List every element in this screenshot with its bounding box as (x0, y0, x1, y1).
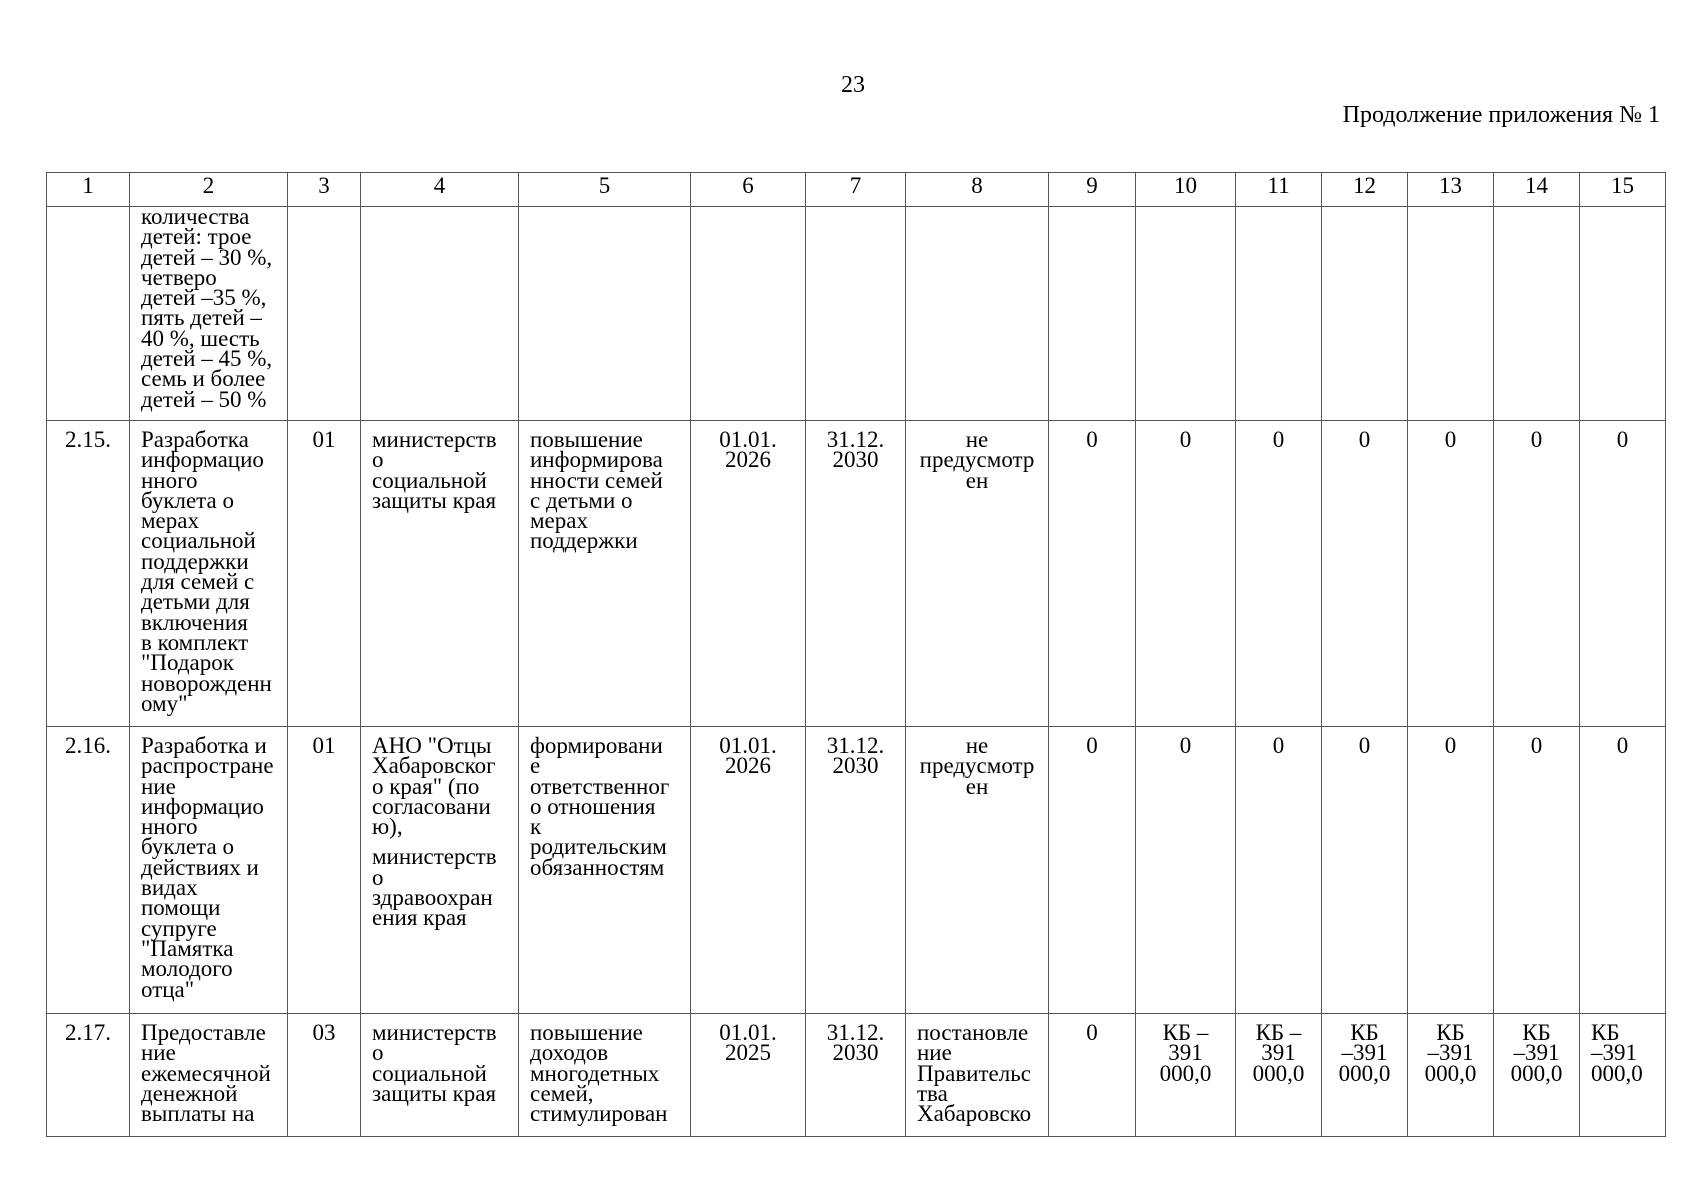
value-cell (1322, 207, 1408, 421)
value-cell: 0 (1236, 421, 1322, 727)
column-header: 15 (1580, 173, 1666, 207)
value-cell: КБ –391 000,0 (1408, 1014, 1494, 1137)
row-number: 2.16. (47, 727, 130, 1014)
value-cell: КБ –391 000,0 (1580, 1014, 1666, 1137)
result-cell: повышение информирова нности семей с детьми о мерах поддержки (519, 421, 691, 727)
row-number: 2.17. (47, 1014, 130, 1137)
row-number: 2.15. (47, 421, 130, 727)
start-date: 01.01. 2025 (691, 1014, 806, 1137)
legal-act: не предусмотр ен (906, 421, 1049, 727)
column-header: 7 (806, 173, 906, 207)
column-header: 2 (130, 173, 288, 207)
column-header: 13 (1408, 173, 1494, 207)
executor-cell (361, 207, 519, 421)
value-cell: 0 (1136, 727, 1236, 1014)
value-cell: 0 (1408, 421, 1494, 727)
start-date: 01.01. 2026 (691, 421, 806, 727)
page-number: 23 (841, 72, 865, 98)
column-header: 8 (906, 173, 1049, 207)
value-cell: 0 (1494, 727, 1580, 1014)
column-header: 5 (519, 173, 691, 207)
table-row (47, 727, 1666, 1014)
executor-text: министерств о социальной защиты края (372, 427, 497, 513)
column-header: 3 (288, 173, 361, 207)
row-number (47, 207, 130, 421)
value-cell (1494, 207, 1580, 421)
code-cell (288, 207, 361, 421)
result-cell (519, 207, 691, 421)
executor-text: АНО "Отцы Хабаровског о края" (по согласовани ю), (372, 733, 496, 840)
end-date: 31.12. 2030 (806, 1014, 906, 1137)
measure-name: количества детей: трое детей – 30 %, четверо детей –35 %, пять детей – 40 %, шесть детей – 45 %, семь и более детей – 50 % (130, 207, 288, 421)
end-date: 31.12. 2030 (806, 727, 906, 1014)
column-header: 11 (1236, 173, 1322, 207)
column-header: 12 (1322, 173, 1408, 207)
value-cell: 0 (1408, 727, 1494, 1014)
end-date: 31.12. 2030 (806, 421, 906, 727)
column-header: 10 (1136, 173, 1236, 207)
end-date (806, 207, 906, 421)
legal-act: не предусмотр ен (906, 727, 1049, 1014)
value-cell (1136, 207, 1236, 421)
result-cell: повышение доходов многодетных семей, стимулирован (519, 1014, 691, 1137)
executor-cell (361, 727, 519, 1014)
result-cell: формировани е ответственног о отношения к родительским обязанностям (519, 727, 691, 1014)
value-cell (1580, 207, 1666, 421)
table-row (47, 421, 1666, 727)
value-cell: 0 (1049, 727, 1136, 1014)
measures-table (46, 172, 1666, 1137)
value-cell: КБ –391 000,0 (1322, 1014, 1408, 1137)
value-cell: 0 (1322, 421, 1408, 727)
value-cell: 0 (1322, 727, 1408, 1014)
start-date: 01.01. 2026 (691, 727, 806, 1014)
column-header: 1 (47, 173, 130, 207)
column-header: 4 (361, 173, 519, 207)
executor-cell (361, 1014, 519, 1137)
column-header: 14 (1494, 173, 1580, 207)
value-cell: 0 (1136, 421, 1236, 727)
code-cell: 03 (288, 1014, 361, 1137)
measure-name: Предоставле ние ежемесячной денежной выплаты на (130, 1014, 288, 1137)
legal-act (906, 207, 1049, 421)
value-cell: 0 (1580, 421, 1666, 727)
table-row (47, 207, 1666, 421)
code-cell: 01 (288, 727, 361, 1014)
executor-text-secondary: министерств о здравоохран ения края (372, 844, 497, 931)
value-cell: КБ – 391 000,0 (1136, 1014, 1236, 1137)
column-header: 6 (691, 173, 806, 207)
value-cell: 0 (1049, 1014, 1136, 1137)
column-header: 9 (1049, 173, 1136, 207)
table-row (47, 1014, 1666, 1137)
start-date (691, 207, 806, 421)
executor-text: министерств о социальной защиты края (372, 1020, 497, 1106)
value-cell: 0 (1580, 727, 1666, 1014)
measure-name: Разработка информацио нного буклета о мерах социальной поддержки для семей с детьми для включения в комплект "Подарок новорожденн ому" (130, 421, 288, 727)
executor-cell (361, 421, 519, 727)
value-cell: 0 (1494, 421, 1580, 727)
measure-name: Разработка и распростране ние информацио нного буклета о действиях и видах помощи супруге "Памятка молодого отца" (130, 727, 288, 1014)
column-numbers-row (47, 173, 1666, 207)
appendix-note: Продолжение приложения № 1 (1342, 102, 1660, 128)
value-cell: 0 (1049, 421, 1136, 727)
code-cell: 01 (288, 421, 361, 727)
value-cell (1408, 207, 1494, 421)
value-cell (1049, 207, 1136, 421)
value-cell (1236, 207, 1322, 421)
legal-act: постановле ние Правительс тва Хабаровско (906, 1014, 1049, 1137)
value-cell: КБ –391 000,0 (1494, 1014, 1580, 1137)
value-cell: КБ – 391 000,0 (1236, 1014, 1322, 1137)
value-cell: 0 (1236, 727, 1322, 1014)
